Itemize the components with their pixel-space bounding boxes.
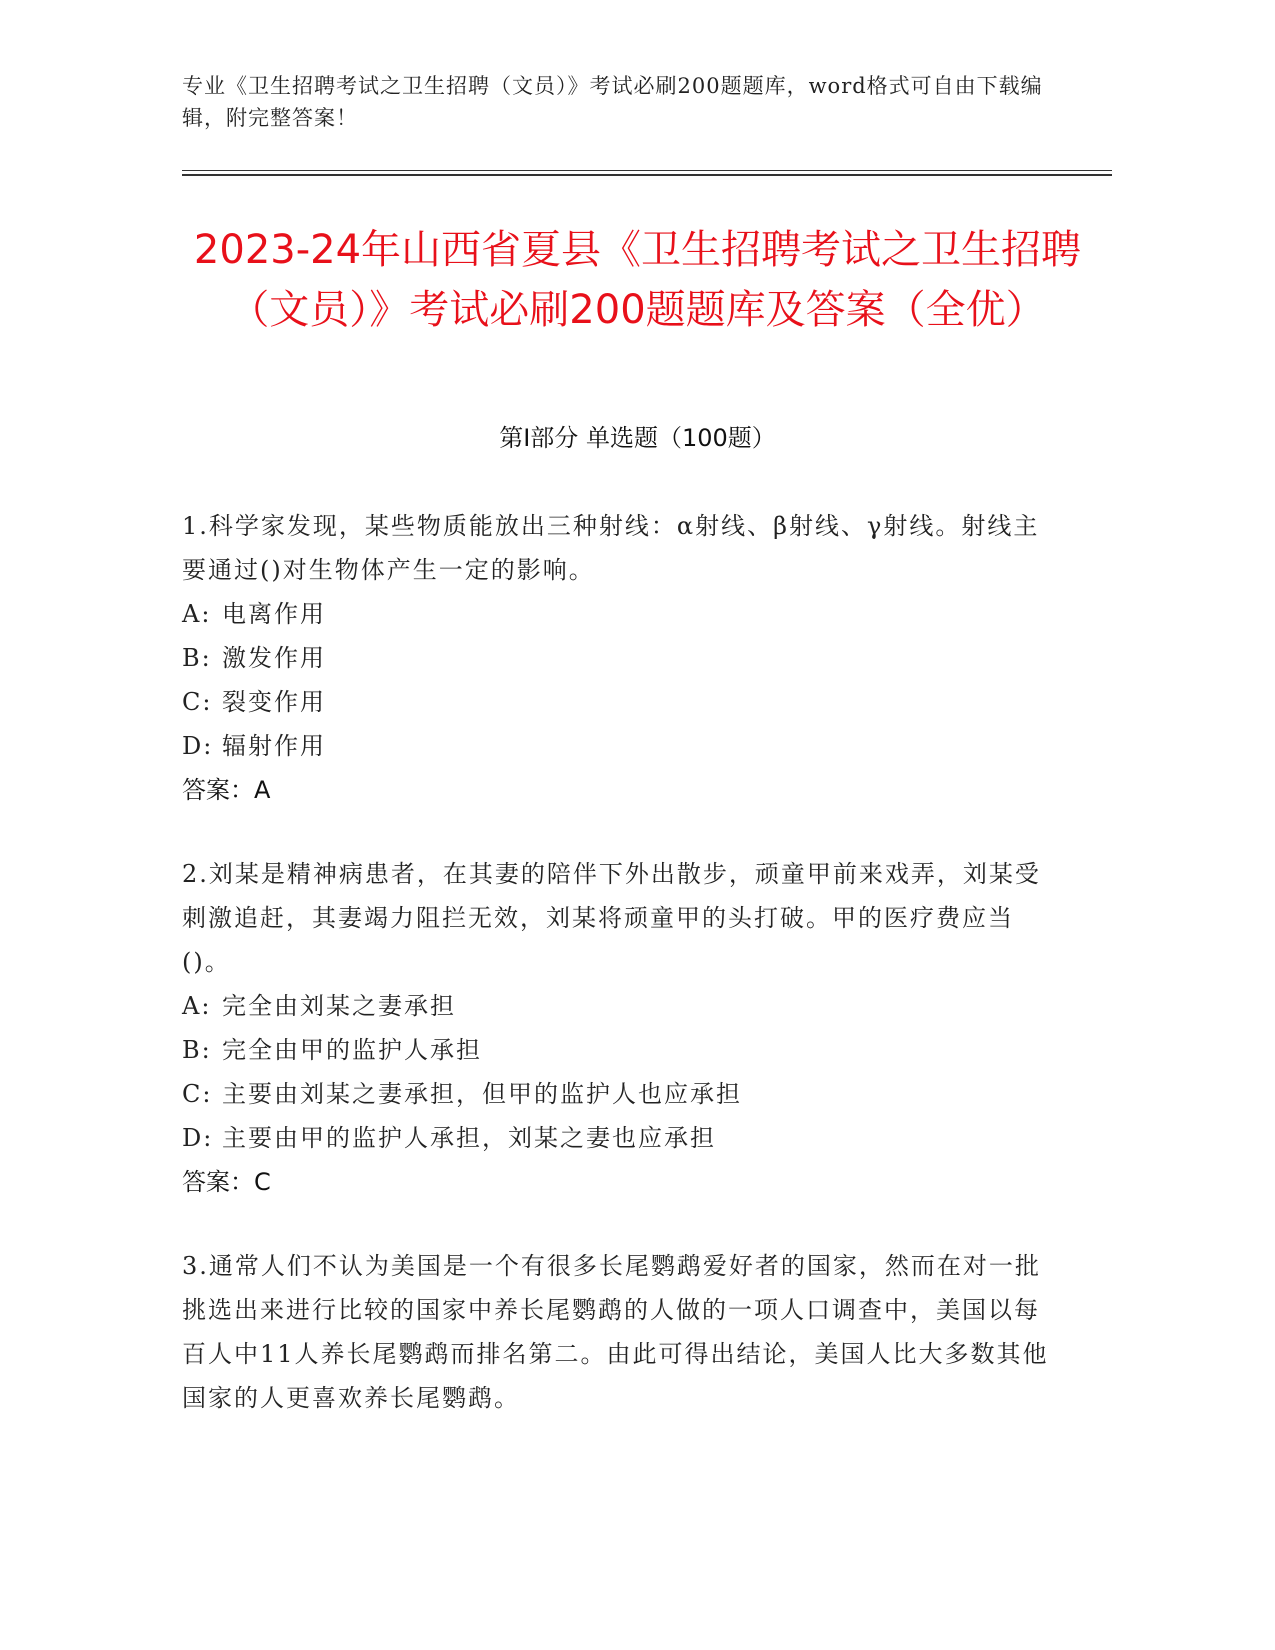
question-stem: 1.科学家发现，某些物质能放出三种射线：α射线、β射线、γ射线。射线主要通过()对生物体产生一定的影响。 (182, 512, 1040, 584)
option-text: 激发作用 (222, 644, 326, 672)
option-letter: C: (182, 1080, 213, 1108)
option-letter: A: (182, 600, 212, 628)
option-d (182, 724, 1062, 768)
option-text: 辐射作用 (222, 732, 326, 760)
header-divider-thick (182, 174, 1112, 176)
option-letter: B: (182, 1036, 212, 1064)
option-letter: B: (182, 644, 212, 672)
answer-line: 答案：C (182, 1168, 271, 1196)
intro-text: 专业《卫生招聘考试之卫生招聘（文员）》考试必刷200题题库，word格式可自由下载编辑，附完整答案！ (182, 74, 1043, 130)
option-a (182, 592, 1062, 636)
option-b (182, 636, 1062, 680)
option-text: 完全由甲的监护人承担 (222, 1036, 482, 1064)
option-letter: D: (182, 732, 214, 760)
question-2 (182, 852, 1062, 1204)
option-letter: C: (182, 688, 213, 716)
option-letter: A: (182, 992, 212, 1020)
option-text: 完全由刘某之妻承担 (222, 992, 456, 1020)
option-text: 裂变作用 (222, 688, 326, 716)
option-a (182, 984, 1062, 1028)
question-3 (182, 1244, 1062, 1420)
question-1 (182, 504, 1062, 812)
option-d (182, 1116, 1062, 1160)
section-heading: 第Ⅰ部分 单选题（100题） (499, 424, 776, 452)
option-c (182, 1072, 1062, 1116)
option-text: 电离作用 (222, 600, 326, 628)
header-divider-thin (182, 170, 1112, 171)
answer-line: 答案：A (182, 776, 271, 804)
option-letter: D: (182, 1124, 214, 1152)
option-c (182, 680, 1062, 724)
option-text: 主要由甲的监护人承担，刘某之妻也应承担 (222, 1124, 716, 1152)
question-stem: 3.通常人们不认为美国是一个有很多长尾鹦鹉爱好者的国家，然而在对一批挑选出来进行比较的国家中养长尾鹦鹉的人做的一项人口调查中，美国以每百人中11人养长尾鹦鹉而排名第二。由此可得出结论，美国人比大多数其他国家的人更喜欢养长尾鹦鹉。 (182, 1252, 1049, 1412)
option-text: 主要由刘某之妻承担，但甲的监护人也应承担 (222, 1080, 742, 1108)
option-b (182, 1028, 1062, 1072)
question-stem: 2.刘某是精神病患者，在其妻的陪伴下外出散步，顽童甲前来戏弄，刘某受刺激追赶，其妻竭力阻拦无效，刘某将顽童甲的头打破。甲的医疗费应当()。 (182, 860, 1041, 976)
document-title: 2023-24年山西省夏县《卫生招聘考试之卫生招聘（文员）》考试必刷200题题库及答案（全优） (193, 227, 1082, 333)
